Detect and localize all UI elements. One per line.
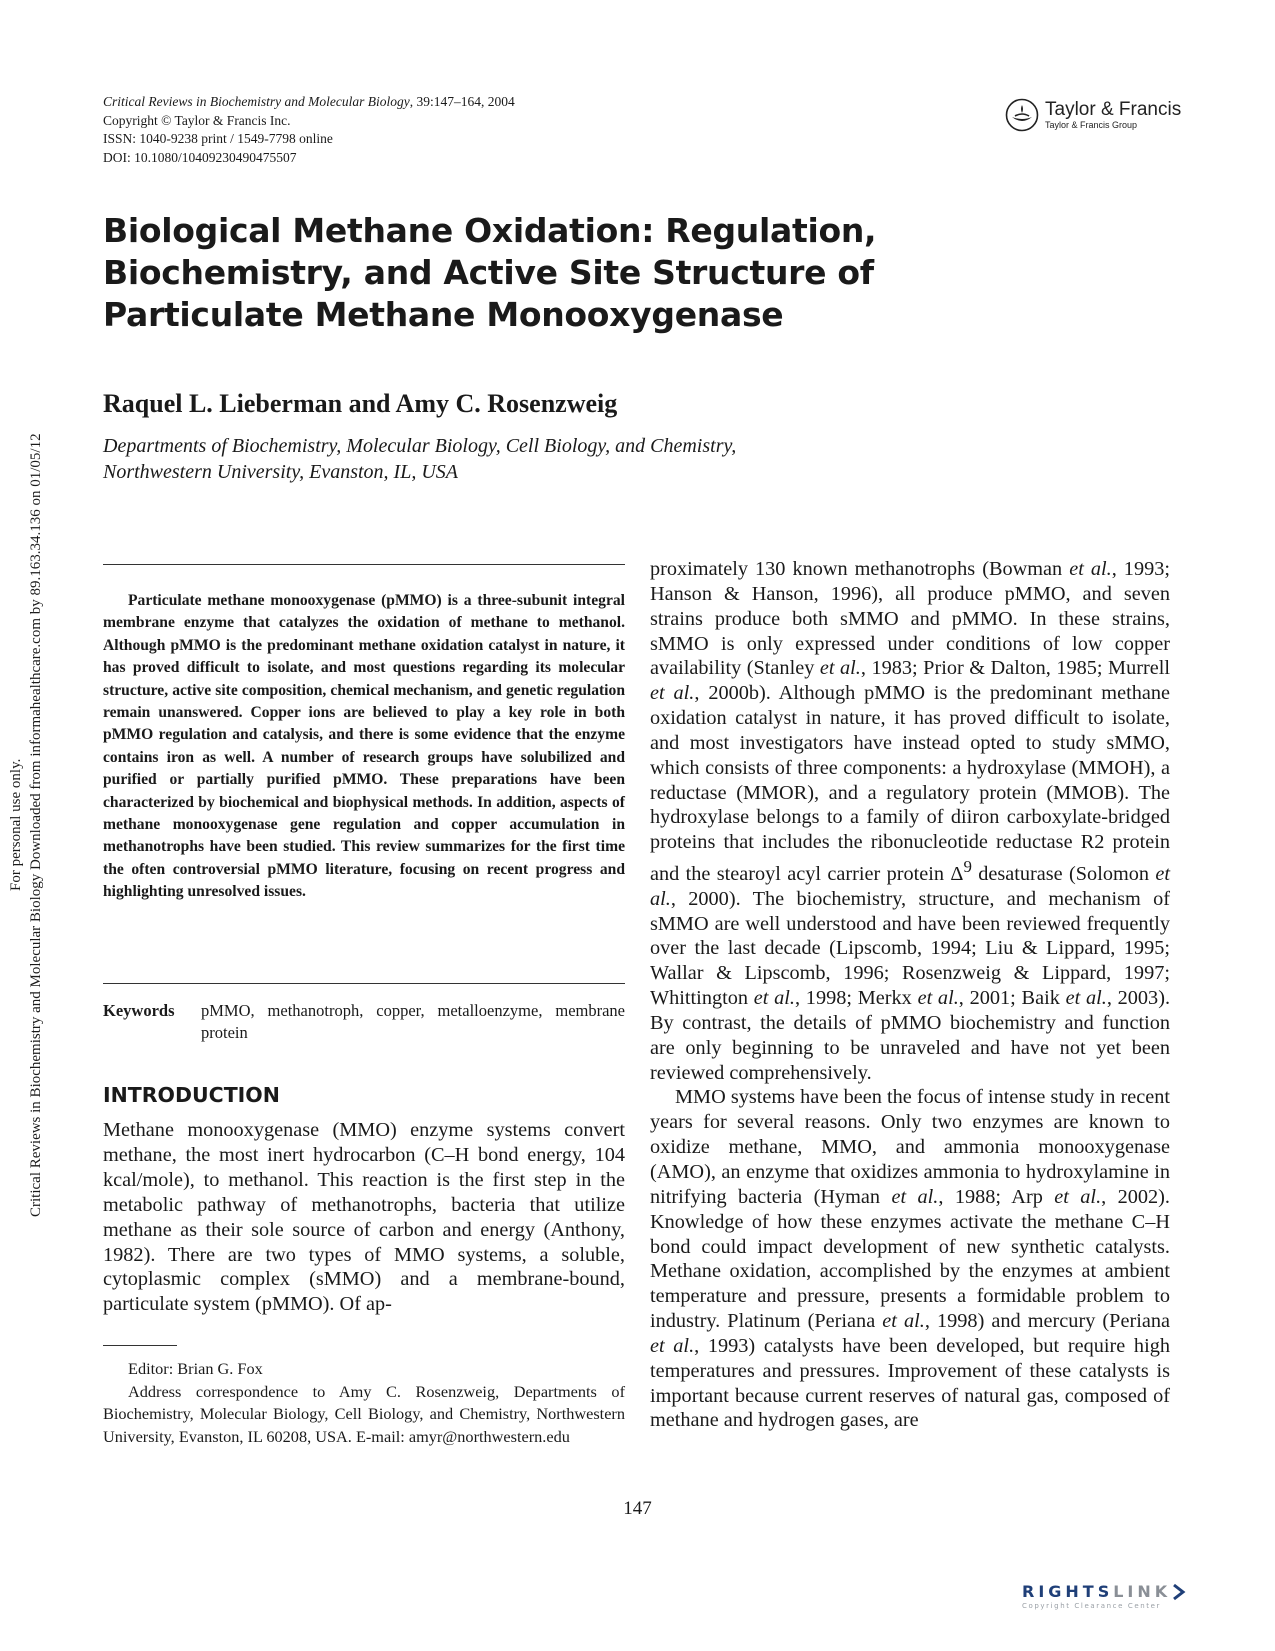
journal-copyright: Copyright © Taylor & Francis Inc. <box>103 112 291 128</box>
right-paragraph-1: proximately 130 known methanotrophs (Bowman et al., 1993; Hanson & Hanson, 1996), all produce pMMO, and seven strains produce both sMMO and pMMO. In these strains, sMMO is only expressed under conditions of low copper availability (Stanley et al., 1983; Prior & Dalton, 1985; Murrell et al., 2000b). Although pMMO is the predominant methane oxidation catalyst in nature, it has proved difficult to isolate, and most investigators have instead opted to study sMMO, which consists of three components: a hydroxylase (MMOH), a reductase (MMOR), and a regulatory protein (MMOB). The hydroxylase belongs to a family of diiron carboxylate-bridged proteins that includes the ribonucleotide reductase R2 protein and the stearoyl acyl carrier protein $\Delta^9$ desaturase (Solomon et al., 2000). The biochemistry, structure, and mechanism of sMMO are well understood and have been reviewed frequently over the last decade (Lipscomb, 1994; Liu & Lippard, 1995; Wallar & Lipscomb, 1996; Rosenzweig & Lippard, 1997; Whittington et al., 1998; Merkx et al., 2001; Baik et al., 2003). By contrast, the details of pMMO biochemistry and function are only beginning to be unraveled and have not yet been reviewed comprehensively. <box>650 558 1171 1084</box>
download-watermark-line1: Critical Reviews in Biochemistry and Molecular Biology Downloaded from informahealthcare.com by 89.163.34.136 on 01/05/12 <box>28 433 44 1217</box>
publisher-group: Taylor & Francis Group <box>1045 119 1138 130</box>
journal-issn: ISSN: 1040-9238 print / 1549-7798 online <box>103 131 333 146</box>
rightslink-subtitle: Copyright Clearance Center <box>1022 1602 1162 1610</box>
keywords-text: pMMO, methanotroph, copper, metalloenzyme, membrane protein <box>201 1001 625 1042</box>
footnote-editor: Editor: Brian G. Fox <box>128 1359 263 1378</box>
footnote <box>103 1358 625 1448</box>
author-affiliation <box>103 433 736 485</box>
rightslink-text-rights: RIGHTS <box>1022 1582 1114 1601</box>
rightslink-text-link: LINK <box>1113 1582 1172 1601</box>
journal-volume: , 39:147–164, 2004 <box>409 94 515 109</box>
publisher-name: Taylor & Francis <box>1045 98 1182 120</box>
journal-citation <box>103 93 515 112</box>
right-column <box>650 557 1170 1433</box>
article-authors: Raquel L. Lieberman and Amy C. Rosenzweig <box>103 389 618 418</box>
article-title: Biological Methane Oxidation: Regulation, Biochemistry, and Active Site Structure of Particulate Methane Monooxygenase <box>103 211 877 334</box>
footnote-rule <box>103 1345 177 1346</box>
rightslink-arrow-icon <box>1171 1583 1187 1601</box>
journal-doi: DOI: 10.1080/10409230490475507 <box>103 149 297 165</box>
affiliation-line1: Departments of Biochemistry, Molecular Biology, Cell Biology, and Chemistry, <box>103 435 737 457</box>
keywords <box>103 1000 625 1044</box>
keywords-label: Keywords <box>103 1001 175 1020</box>
abstract-bottom-rule <box>103 983 625 984</box>
download-watermark <box>4 385 48 1265</box>
journal-title: Critical Reviews in Biochemistry and Molecular Biology <box>103 94 410 109</box>
footnote-address: Address correspondence to Amy C. Rosenzweig, Departments of Biochemistry, Molecular Biology, Cell Biology, and Chemistry, Northwestern University, Evanston, IL 60208, USA. E-mail: amyr@northwestern.edu <box>103 1381 625 1446</box>
publisher-lamp-icon <box>1005 98 1039 132</box>
page-number: 147 <box>623 1498 652 1519</box>
abstract: Particulate methane monooxygenase (pMMO) is a three-subunit integral membrane enzyme that catalyzes the oxidation of methane to methanol. Although pMMO is the predominant methane oxidation catalyst in nature, it has proved difficult to isolate, and most questions regarding its molecular structure, active site composition, chemical mechanism, and genetic regulation remain unanswered. Copper ions are believed to play a key role in both pMMO regulation and catalysis, and there is some evidence that the enzyme contains iron as well. A number of research groups have solubilized and purified or partially purified pMMO. These preparations have been characterized by biochemical and biophysical methods. In addition, aspects of methane monooxygenase gene regulation and copper accumulation in methanotrophs have been studied. This review summarizes for the first time the often controversial pMMO literature, focusing on recent progress and highlighting unresolved issues. <box>103 592 625 901</box>
section-heading-introduction: INTRODUCTION <box>103 1083 280 1107</box>
abstract-top-rule <box>103 564 625 565</box>
right-paragraph-2: MMO systems have been the focus of intense study in recent years for several reasons. Only two enzymes are known to oxidize methane, MMO, and ammonia monooxygenase (AMO), an enzyme that oxidizes ammonia to hydroxylamine in nitrifying bacteria (Hyman et al., 1988; Arp et al., 2002). Knowledge of how these enzymes activate the methane C–H bond could impact development of new synthetic catalysts. Methane oxidation, accomplished by the enzymes at ambient temperature and pressure, presents a formidable problem to industry. Platinum (Periana et al., 1998) and mercury (Periana et al., 1993) catalysts have been developed, but require high temperatures and pressures. Improvement of these catalysts is important because current reserves of natural gas, composed of methane and hydrogen gases, are <box>650 1086 1170 1432</box>
introduction-text: Methane monooxygenase (MMO) enzyme systems convert methane, the most inert hydrocarbon (C–H bond energy, 104 kcal/mole), to methanol. This reaction is the first step in the metabolic pathway of methanotrophs, bacteria that utilize methane as their sole source of carbon and energy (Anthony, 1982). There are two types of MMO systems, a soluble, cytoplasmic complex (sMMO) and a membrane-bound, particulate system (pMMO). Of ap- <box>103 1119 625 1316</box>
rightslink-logo[interactable] <box>1022 1582 1187 1611</box>
affiliation-line2: Northwestern University, Evanston, IL, USA <box>103 461 458 483</box>
journal-info <box>103 93 515 167</box>
download-watermark-line2: For personal use only. <box>8 758 24 892</box>
publisher-logo <box>1005 98 1181 132</box>
